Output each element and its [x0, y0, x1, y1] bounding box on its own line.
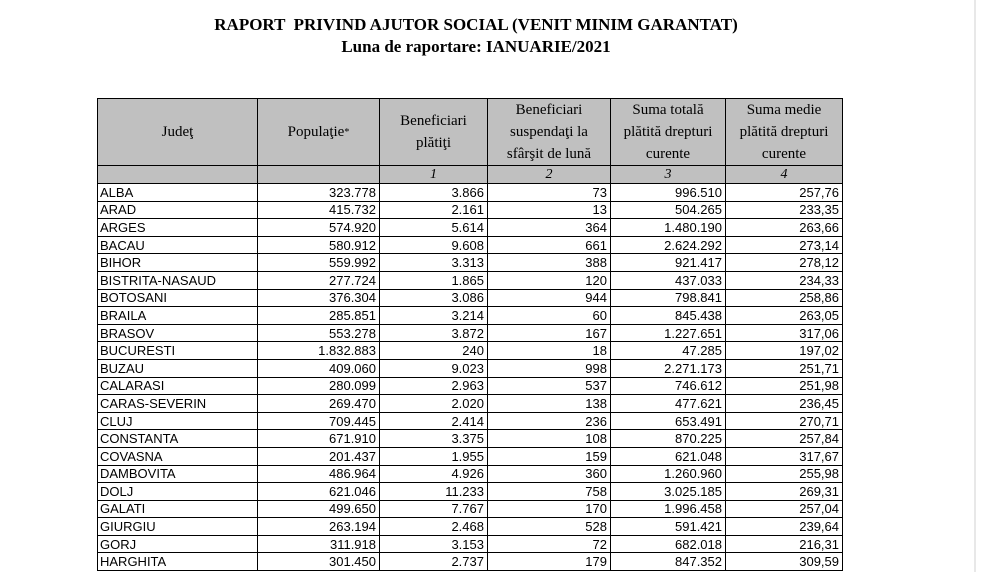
cell-populatie: 285.851 — [258, 307, 380, 325]
cell-suma-totala: 3.025.185 — [611, 483, 726, 501]
cell-judet: CLUJ — [98, 412, 258, 430]
header-populatie: Populaţie* — [258, 99, 380, 166]
table-row — [98, 184, 843, 202]
cell-suma-totala: 1.480.190 — [611, 219, 726, 237]
cell-suma-totala: 2.271.173 — [611, 359, 726, 377]
cell-populatie: 409.060 — [258, 359, 380, 377]
cell-populatie: 1.832.883 — [258, 342, 380, 360]
cell-beneficiari-suspendati: 179 — [488, 553, 611, 571]
cell-beneficiari-suspendati: 73 — [488, 184, 611, 202]
cell-populatie: 201.437 — [258, 447, 380, 465]
cell-populatie: 499.650 — [258, 500, 380, 518]
cell-beneficiari-platiti: 2.020 — [380, 395, 488, 413]
cell-beneficiari-suspendati: 159 — [488, 447, 611, 465]
column-number: 2 — [488, 166, 611, 184]
cell-beneficiari-platiti: 3.086 — [380, 289, 488, 307]
column-number: 4 — [726, 166, 843, 184]
table-row — [98, 324, 843, 342]
cell-suma-totala: 847.352 — [611, 553, 726, 571]
cell-beneficiari-suspendati: 236 — [488, 412, 611, 430]
cell-suma-totala: 2.624.292 — [611, 236, 726, 254]
cell-judet: ARGES — [98, 219, 258, 237]
table-row — [98, 395, 843, 413]
table-row — [98, 219, 843, 237]
cell-beneficiari-platiti: 9.023 — [380, 359, 488, 377]
cell-judet: BUZAU — [98, 359, 258, 377]
cell-beneficiari-platiti: 3.866 — [380, 184, 488, 202]
cell-suma-medie: 216,31 — [726, 535, 843, 553]
cell-suma-medie: 251,98 — [726, 377, 843, 395]
cell-populatie: 415.732 — [258, 201, 380, 219]
column-number: 1 — [380, 166, 488, 184]
table-row — [98, 500, 843, 518]
cell-populatie: 574.920 — [258, 219, 380, 237]
cell-beneficiari-suspendati: 758 — [488, 483, 611, 501]
column-number: 3 — [611, 166, 726, 184]
header-number-blank — [98, 166, 258, 184]
cell-beneficiari-platiti: 3.375 — [380, 430, 488, 448]
cell-suma-totala: 798.841 — [611, 289, 726, 307]
cell-suma-totala: 682.018 — [611, 535, 726, 553]
cell-beneficiari-platiti: 3.872 — [380, 324, 488, 342]
populatie-footnote-mark: * — [344, 126, 350, 138]
table-row — [98, 430, 843, 448]
table-row — [98, 201, 843, 219]
cell-populatie: 280.099 — [258, 377, 380, 395]
table-row — [98, 359, 843, 377]
header-beneficiari-suspendati: Beneficiari suspendaţi la sfârşit de lună — [488, 99, 611, 166]
table-body — [98, 184, 843, 571]
cell-suma-totala: 504.265 — [611, 201, 726, 219]
cell-suma-medie: 234,33 — [726, 271, 843, 289]
cell-suma-totala: 437.033 — [611, 271, 726, 289]
table-row — [98, 254, 843, 272]
cell-populatie: 269.470 — [258, 395, 380, 413]
cell-suma-medie: 239,64 — [726, 518, 843, 536]
table-row — [98, 289, 843, 307]
table-row — [98, 307, 843, 325]
cell-suma-totala: 870.225 — [611, 430, 726, 448]
page-edge-rule — [974, 0, 976, 572]
table-row — [98, 553, 843, 571]
cell-suma-medie: 263,66 — [726, 219, 843, 237]
cell-populatie: 553.278 — [258, 324, 380, 342]
cell-suma-medie: 317,67 — [726, 447, 843, 465]
table-row — [98, 236, 843, 254]
cell-judet: BACAU — [98, 236, 258, 254]
table-row — [98, 518, 843, 536]
cell-suma-medie: 251,71 — [726, 359, 843, 377]
report-table — [97, 98, 843, 571]
cell-populatie: 580.912 — [258, 236, 380, 254]
cell-judet: GIURGIU — [98, 518, 258, 536]
cell-suma-medie: 257,04 — [726, 500, 843, 518]
cell-suma-totala: 921.417 — [611, 254, 726, 272]
cell-judet: GORJ — [98, 535, 258, 553]
cell-judet: BIHOR — [98, 254, 258, 272]
cell-suma-medie: 257,76 — [726, 184, 843, 202]
cell-suma-medie: 263,05 — [726, 307, 843, 325]
cell-populatie: 263.194 — [258, 518, 380, 536]
cell-beneficiari-suspendati: 138 — [488, 395, 611, 413]
table-row — [98, 412, 843, 430]
cell-judet: ARAD — [98, 201, 258, 219]
cell-populatie: 559.992 — [258, 254, 380, 272]
cell-judet: DOLJ — [98, 483, 258, 501]
cell-suma-medie: 309,59 — [726, 553, 843, 571]
cell-judet: COVASNA — [98, 447, 258, 465]
cell-beneficiari-platiti: 4.926 — [380, 465, 488, 483]
cell-beneficiari-suspendati: 661 — [488, 236, 611, 254]
cell-beneficiari-suspendati: 18 — [488, 342, 611, 360]
cell-beneficiari-platiti: 7.767 — [380, 500, 488, 518]
cell-judet: BRASOV — [98, 324, 258, 342]
cell-suma-totala: 591.421 — [611, 518, 726, 536]
cell-judet: BISTRITA-NASAUD — [98, 271, 258, 289]
cell-suma-medie: 255,98 — [726, 465, 843, 483]
header-judet: Judeţ — [98, 99, 258, 166]
cell-beneficiari-suspendati: 944 — [488, 289, 611, 307]
cell-beneficiari-platiti: 240 — [380, 342, 488, 360]
cell-suma-totala: 621.048 — [611, 447, 726, 465]
cell-beneficiari-suspendati: 60 — [488, 307, 611, 325]
cell-judet: DAMBOVITA — [98, 465, 258, 483]
cell-beneficiari-suspendati: 528 — [488, 518, 611, 536]
cell-populatie: 277.724 — [258, 271, 380, 289]
report-subtitle: Luna de raportare: IANUARIE/2021 — [341, 37, 611, 56]
cell-beneficiari-suspendati: 388 — [488, 254, 611, 272]
cell-beneficiari-platiti: 5.614 — [380, 219, 488, 237]
cell-suma-medie: 273,14 — [726, 236, 843, 254]
cell-beneficiari-suspendati: 170 — [488, 500, 611, 518]
cell-suma-totala: 1.996.458 — [611, 500, 726, 518]
cell-beneficiari-suspendati: 364 — [488, 219, 611, 237]
cell-suma-totala: 996.510 — [611, 184, 726, 202]
cell-suma-medie: 258,86 — [726, 289, 843, 307]
cell-suma-medie: 270,71 — [726, 412, 843, 430]
cell-beneficiari-suspendati: 72 — [488, 535, 611, 553]
cell-beneficiari-suspendati: 360 — [488, 465, 611, 483]
cell-beneficiari-platiti: 2.468 — [380, 518, 488, 536]
cell-beneficiari-suspendati: 13 — [488, 201, 611, 219]
table-row — [98, 535, 843, 553]
cell-beneficiari-platiti: 2.414 — [380, 412, 488, 430]
cell-beneficiari-suspendati: 167 — [488, 324, 611, 342]
cell-populatie: 311.918 — [258, 535, 380, 553]
cell-judet: GALATI — [98, 500, 258, 518]
cell-suma-medie: 257,84 — [726, 430, 843, 448]
table-row — [98, 271, 843, 289]
cell-suma-totala: 1.227.651 — [611, 324, 726, 342]
cell-beneficiari-suspendati: 120 — [488, 271, 611, 289]
cell-beneficiari-platiti: 3.214 — [380, 307, 488, 325]
cell-populatie: 323.778 — [258, 184, 380, 202]
header-suma-totala: Suma totală plătită drepturi curente — [611, 99, 726, 166]
cell-judet: HARGHITA — [98, 553, 258, 571]
cell-beneficiari-platiti: 1.865 — [380, 271, 488, 289]
table-row — [98, 483, 843, 501]
table-row — [98, 342, 843, 360]
cell-suma-totala: 746.612 — [611, 377, 726, 395]
cell-beneficiari-platiti: 2.161 — [380, 201, 488, 219]
cell-judet: BOTOSANI — [98, 289, 258, 307]
cell-beneficiari-platiti: 11.233 — [380, 483, 488, 501]
report-title: RAPORT PRIVIND AJUTOR SOCIAL (VENIT MINIM GARANTAT) — [214, 15, 738, 34]
cell-suma-totala: 47.285 — [611, 342, 726, 360]
cell-beneficiari-platiti: 3.153 — [380, 535, 488, 553]
header-suma-medie: Suma medie plătită drepturi curente — [726, 99, 843, 166]
cell-populatie: 486.964 — [258, 465, 380, 483]
cell-judet: BRAILA — [98, 307, 258, 325]
cell-beneficiari-suspendati: 998 — [488, 359, 611, 377]
header-number-blank — [258, 166, 380, 184]
cell-suma-totala: 477.621 — [611, 395, 726, 413]
cell-suma-medie: 269,31 — [726, 483, 843, 501]
cell-suma-totala: 653.491 — [611, 412, 726, 430]
cell-beneficiari-platiti: 2.963 — [380, 377, 488, 395]
cell-suma-totala: 845.438 — [611, 307, 726, 325]
cell-beneficiari-suspendati: 108 — [488, 430, 611, 448]
cell-suma-medie: 278,12 — [726, 254, 843, 272]
cell-suma-medie: 317,06 — [726, 324, 843, 342]
cell-populatie: 376.304 — [258, 289, 380, 307]
cell-judet: CARAS-SEVERIN — [98, 395, 258, 413]
cell-suma-totala: 1.260.960 — [611, 465, 726, 483]
table-row — [98, 465, 843, 483]
cell-judet: ALBA — [98, 184, 258, 202]
cell-beneficiari-platiti: 2.737 — [380, 553, 488, 571]
cell-populatie: 621.046 — [258, 483, 380, 501]
cell-populatie: 709.445 — [258, 412, 380, 430]
cell-populatie: 301.450 — [258, 553, 380, 571]
cell-beneficiari-platiti: 9.608 — [380, 236, 488, 254]
cell-suma-medie: 197,02 — [726, 342, 843, 360]
cell-suma-medie: 236,45 — [726, 395, 843, 413]
cell-judet: CALARASI — [98, 377, 258, 395]
cell-judet: CONSTANTA — [98, 430, 258, 448]
table-row — [98, 447, 843, 465]
cell-beneficiari-platiti: 1.955 — [380, 447, 488, 465]
cell-judet: BUCURESTI — [98, 342, 258, 360]
cell-populatie: 671.910 — [258, 430, 380, 448]
table-row — [98, 377, 843, 395]
cell-suma-medie: 233,35 — [726, 201, 843, 219]
header-beneficiari-platiti: Beneficiari plătiţi — [380, 99, 488, 166]
cell-beneficiari-suspendati: 537 — [488, 377, 611, 395]
cell-beneficiari-platiti: 3.313 — [380, 254, 488, 272]
